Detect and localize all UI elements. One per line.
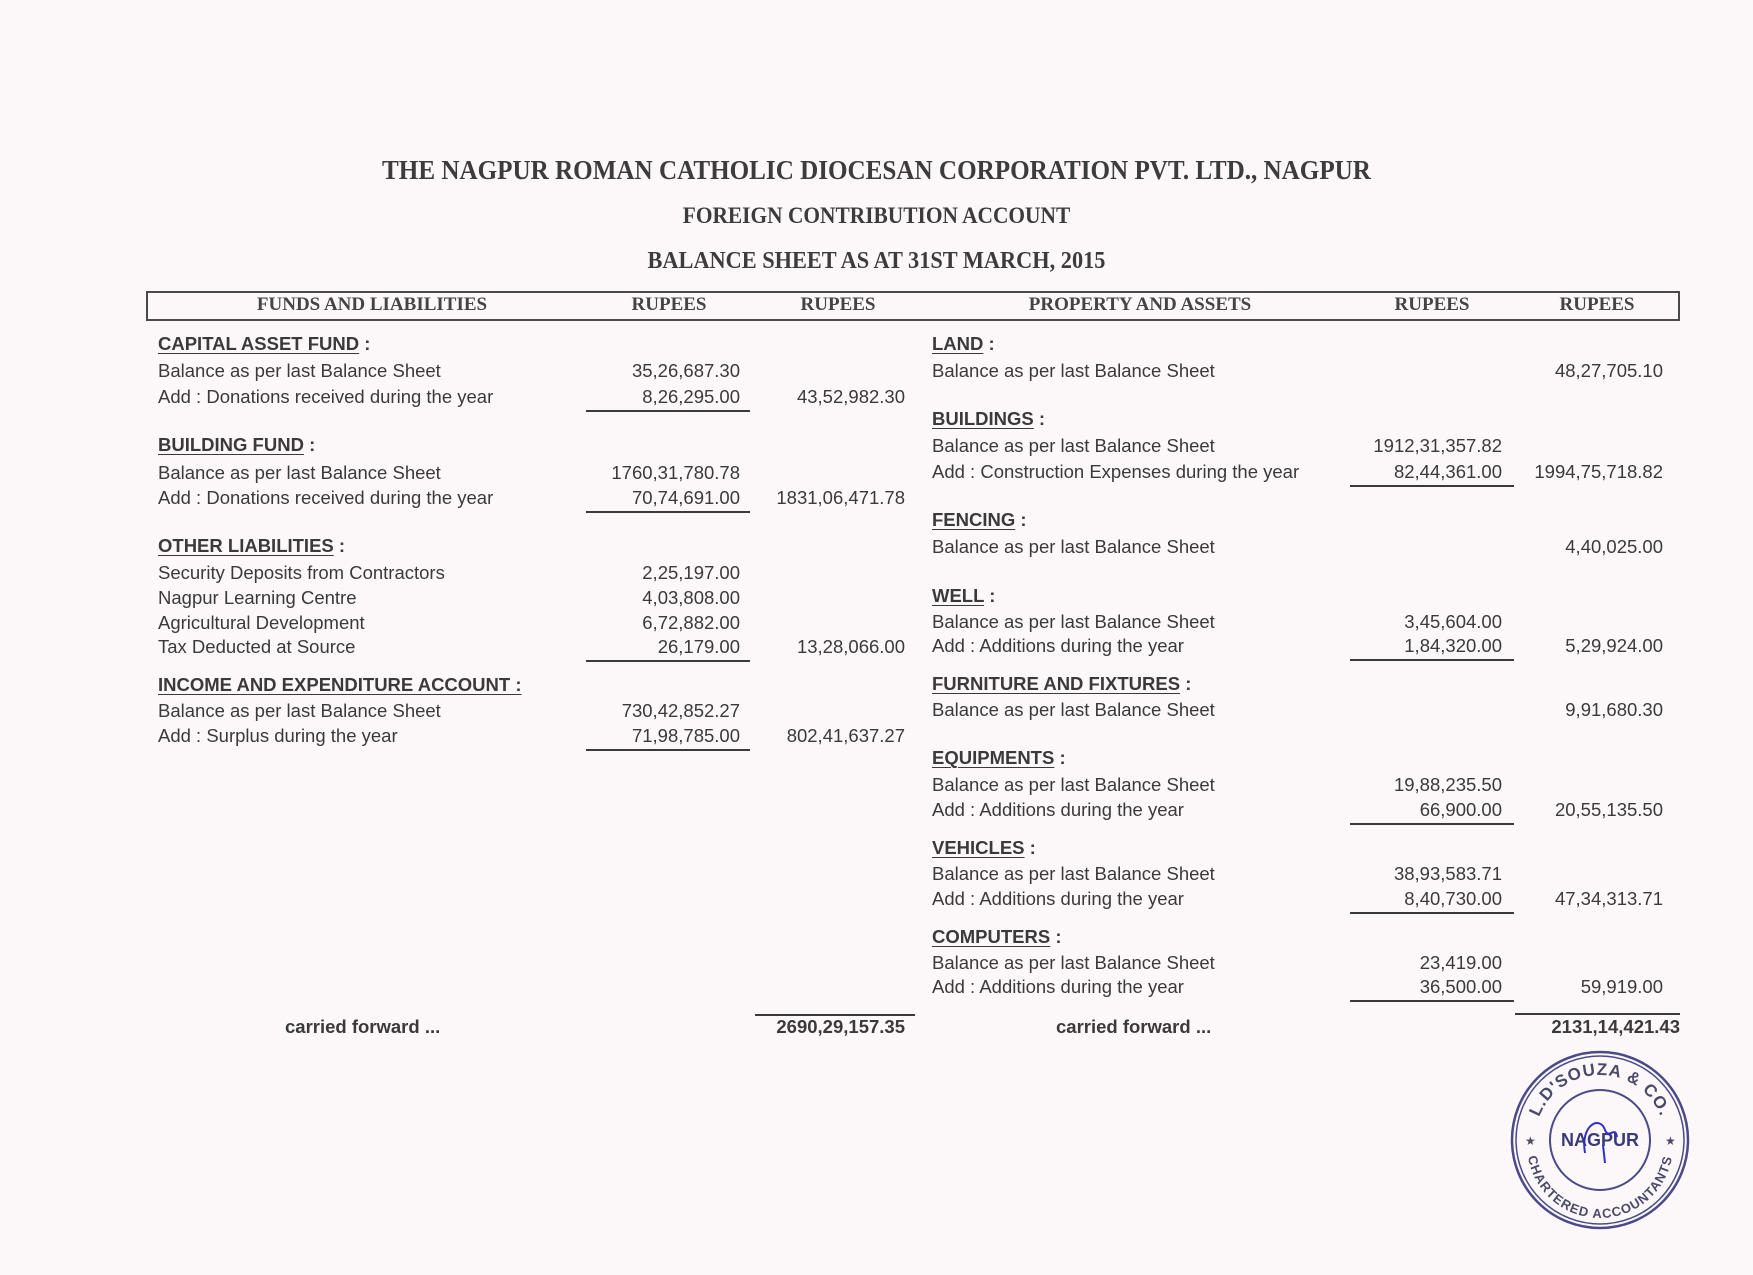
stamp-bottom-text: CHARTERED ACCOUNTANTS (1524, 1154, 1676, 1222)
section-total: 4,40,025.00 (1565, 536, 1663, 557)
heading-colon: : (1055, 926, 1062, 947)
heading-text: INCOME AND EXPENDITURE ACCOUNT : (158, 674, 522, 695)
heading-colon: : (309, 434, 316, 455)
item-amount: 71,98,785.00 (631, 725, 740, 746)
col-left-rupees-2: RUPEES (800, 294, 876, 315)
section-total: 1831,06,471.78 (776, 487, 905, 508)
section-heading-equipments (932, 747, 1066, 769)
section-total: 1994,75,718.82 (1534, 461, 1663, 482)
line-item (158, 462, 441, 484)
heading-text: FENCING (932, 509, 1016, 530)
line-item (932, 976, 1184, 998)
item-label: Nagpur Learning Centre (158, 587, 357, 608)
line-item (932, 863, 1215, 885)
section-total: 59,919.00 (1580, 976, 1663, 997)
col-right-rupees-2: RUPEES (1559, 294, 1635, 315)
item-amount: 1,84,320.00 (1404, 635, 1502, 656)
heading-colon: : (1029, 837, 1036, 858)
section-heading-furniture (932, 673, 1191, 695)
section-total: 9,91,680.30 (1565, 699, 1663, 720)
item-label: Balance as per last Balance Sheet (158, 360, 441, 381)
item-label: Add : Donations received during the year (158, 487, 494, 508)
section-heading-capital-asset-fund (158, 333, 370, 355)
subtotal-underline (586, 410, 750, 412)
line-item (932, 774, 1215, 796)
section-heading-buildings (932, 408, 1045, 430)
heading-text: BUILDINGS (932, 408, 1034, 429)
line-item (158, 612, 365, 634)
item-amount: 1760,31,780.78 (611, 462, 740, 483)
item-amount: 6,72,882.00 (642, 612, 740, 633)
item-label: Tax Deducted at Source (158, 636, 356, 657)
col-left-rupees-1: RUPEES (631, 294, 707, 315)
line-item (932, 952, 1215, 974)
line-item (158, 360, 441, 382)
item-label: Balance as per last Balance Sheet (932, 774, 1215, 795)
subtotal-underline (1350, 485, 1514, 487)
line-item (158, 725, 398, 747)
heading-colon: : (338, 535, 346, 556)
heading-colon: : (989, 585, 996, 606)
carried-forward-label: carried forward ... (1056, 1016, 1212, 1037)
section-total: 802,41,637.27 (786, 725, 905, 746)
heading-text: WELL (932, 585, 985, 606)
col-property-assets: PROPERTY AND ASSETS (1028, 294, 1252, 315)
stamp-center-text: NAGPUR (1560, 1130, 1640, 1150)
item-label: Add : Construction Expenses during the year (932, 461, 1300, 482)
section-total: 5,29,924.00 (1565, 635, 1663, 656)
line-item (932, 461, 1299, 483)
item-amount: 2,25,197.00 (642, 562, 740, 583)
item-amount: 26,179.00 (657, 636, 740, 657)
item-amount: 4,03,808.00 (642, 587, 740, 608)
subtotal-underline (586, 660, 750, 662)
item-label: Balance as per last Balance Sheet (932, 952, 1215, 973)
item-label: Add : Additions during the year (932, 888, 1184, 909)
line-item (158, 587, 357, 609)
item-amount: 35,26,687.30 (631, 360, 740, 381)
item-label: Balance as per last Balance Sheet (932, 536, 1215, 557)
section-heading-land (932, 333, 995, 355)
account-title: FOREIGN CONTRIBUTION ACCOUNT (682, 203, 1071, 228)
section-total: 47,34,313.71 (1554, 888, 1663, 909)
section-heading-other-liabilities (158, 535, 345, 557)
heading-text: COMPUTERS (932, 926, 1051, 947)
line-item (158, 487, 493, 509)
auditor-stamp (1505, 1045, 1695, 1235)
item-label: Balance as per last Balance Sheet (932, 699, 1215, 720)
item-amount: 82,44,361.00 (1393, 461, 1502, 482)
section-heading-income-expenditure (158, 674, 522, 696)
section-heading-computers (932, 926, 1062, 948)
star-icon: ★ (1665, 1134, 1676, 1148)
total-underline (1515, 1013, 1680, 1015)
line-item (932, 360, 1215, 382)
item-amount: 38,93,583.71 (1393, 863, 1502, 884)
col-right-rupees-1: RUPEES (1394, 294, 1470, 315)
item-label: Balance as per last Balance Sheet (932, 863, 1215, 884)
item-label: Balance as per last Balance Sheet (932, 360, 1215, 381)
heading-text: BUILDING FUND (158, 434, 304, 455)
item-label: Agricultural Development (158, 612, 365, 633)
heading-text: LAND (932, 333, 984, 354)
item-label: Security Deposits from Contractors (158, 562, 445, 583)
heading-colon: : (1059, 747, 1066, 768)
col-funds-liabilities: FUNDS AND LIABILITIES (256, 294, 488, 315)
item-label: Add : Donations received during the year (158, 386, 494, 407)
line-item (158, 562, 445, 584)
subtotal-underline (586, 511, 750, 513)
section-total: 48,27,705.10 (1554, 360, 1663, 381)
line-item (932, 888, 1184, 910)
subtotal-underline (1350, 823, 1514, 825)
subtotal-underline (1350, 1000, 1514, 1002)
item-label: Balance as per last Balance Sheet (158, 700, 441, 721)
statement-title: BALANCE SHEET AS AT 31ST MARCH, 2015 (647, 248, 1106, 274)
item-amount: 730,42,852.27 (621, 700, 740, 721)
heading-colon: : (1185, 673, 1192, 694)
heading-text: OTHER LIABILITIES (158, 535, 334, 556)
section-heading-well (932, 585, 995, 607)
section-total: 43,52,982.30 (796, 386, 905, 407)
section-total: 13,28,066.00 (796, 636, 905, 657)
item-label: Add : Additions during the year (932, 635, 1184, 656)
item-label: Add : Additions during the year (932, 799, 1184, 820)
line-item (158, 700, 441, 722)
heading-colon: : (1038, 408, 1046, 429)
item-label: Add : Surplus during the year (158, 725, 398, 746)
item-label: Balance as per last Balance Sheet (158, 462, 441, 483)
carried-forward-total: 2131,14,421.43 (1551, 1016, 1680, 1037)
section-total: 20,55,135.50 (1554, 799, 1663, 820)
line-item (932, 699, 1215, 721)
line-item (932, 611, 1215, 633)
subtotal-underline (1350, 659, 1514, 661)
heading-colon: : (988, 333, 995, 354)
stamp-top-text: L.D'SOUZA & CO. (1525, 1059, 1675, 1119)
organization-title: THE NAGPUR ROMAN CATHOLIC DIOCESAN CORPORATION PVT. LTD., NAGPUR (382, 155, 1371, 185)
heading-text: CAPITAL ASSET FUND (158, 333, 360, 354)
line-item (932, 635, 1184, 657)
item-amount: 8,26,295.00 (642, 386, 740, 407)
item-amount: 19,88,235.50 (1393, 774, 1502, 795)
line-item (932, 435, 1215, 457)
star-icon: ★ (1525, 1134, 1536, 1148)
item-amount: 36,500.00 (1419, 976, 1502, 997)
item-amount: 1912,31,357.82 (1373, 435, 1502, 456)
item-amount: 66,900.00 (1419, 799, 1502, 820)
heading-colon: : (1020, 509, 1027, 530)
subtotal-underline (1350, 912, 1514, 914)
item-amount: 70,74,691.00 (631, 487, 740, 508)
line-item (932, 536, 1215, 558)
item-amount: 3,45,604.00 (1404, 611, 1502, 632)
line-item (158, 636, 355, 658)
heading-colon: : (364, 333, 371, 354)
heading-text: EQUIPMENTS (932, 747, 1055, 768)
heading-text: VEHICLES (932, 837, 1025, 858)
item-label: Balance as per last Balance Sheet (932, 611, 1215, 632)
heading-text: FURNITURE AND FIXTURES (932, 673, 1181, 694)
line-item (158, 386, 493, 408)
section-heading-building-fund (158, 434, 315, 456)
subtotal-underline (586, 749, 750, 751)
item-amount: 8,40,730.00 (1404, 888, 1502, 909)
item-amount: 23,419.00 (1419, 952, 1502, 973)
item-label: Add : Additions during the year (932, 976, 1184, 997)
item-label: Balance as per last Balance Sheet (932, 435, 1215, 456)
carried-forward-label: carried forward ... (285, 1016, 441, 1037)
section-heading-vehicles (932, 837, 1036, 859)
line-item (932, 799, 1184, 821)
carried-forward-total: 2690,29,157.35 (776, 1016, 905, 1037)
section-heading-fencing (932, 509, 1027, 531)
